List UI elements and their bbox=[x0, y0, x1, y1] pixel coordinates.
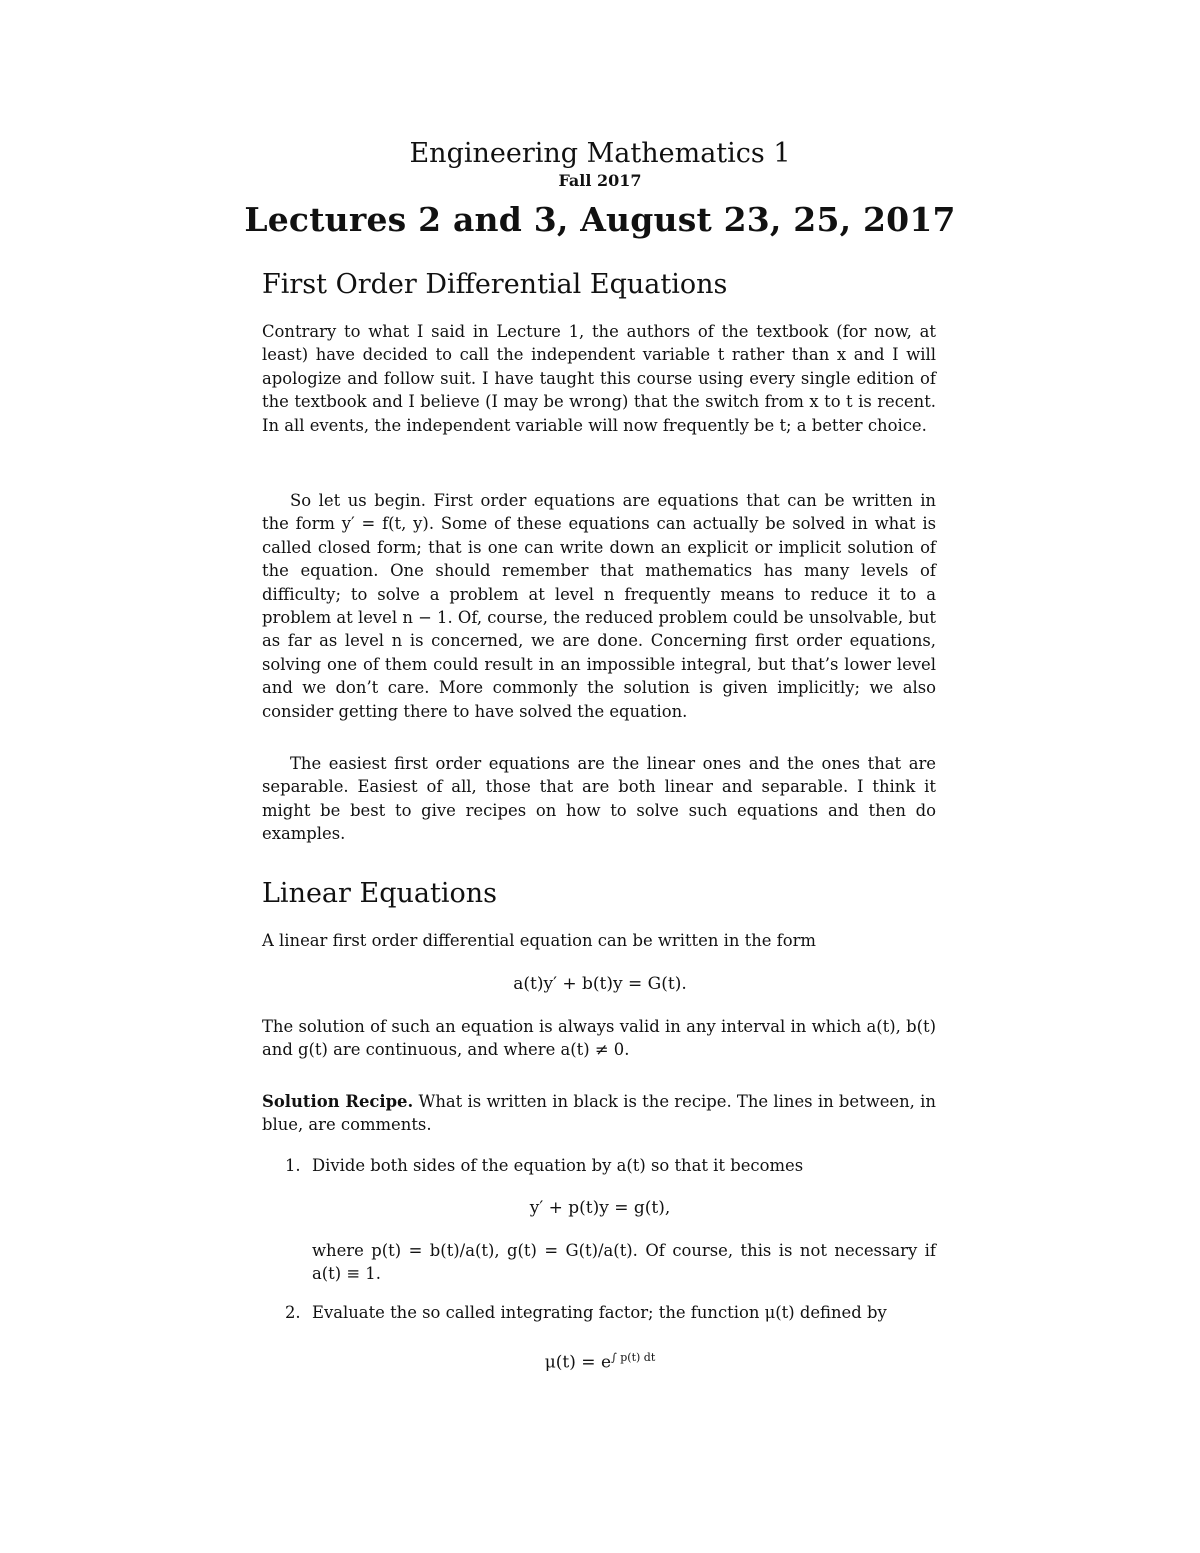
step-text: Evaluate the so called integrating factor; the function μ(t) defined by bbox=[312, 1303, 887, 1322]
paragraph-validity: The solution of such an equation is always valid in any interval in which a(t), b(t) and g(t) are continuous, and where a(t) ≠ 0. bbox=[262, 1017, 936, 1060]
list-item-step-2 bbox=[285, 1301, 936, 1324]
equation-linear-form: a(t)y′ + b(t)y = G(t). bbox=[513, 974, 687, 994]
list-number: 2. bbox=[285, 1303, 301, 1322]
list-item-step-1 bbox=[285, 1154, 936, 1177]
recipe-label: Solution Recipe. bbox=[262, 1092, 414, 1111]
paragraph-linear-intro: A linear first order differential equation can be written in the form bbox=[262, 931, 816, 950]
paragraph-intro: Contrary to what I said in Lecture 1, the authors of the textbook (for now, at least) have decided to call the independent variable t rather than x and I will apologize and follow suit. I have taught this course using every single edition of the textbook and I believe (I may be wrong) that the switch from x to t is recent. In all events, the independent variable will now frequently be t; a better choice. bbox=[262, 322, 936, 435]
recipe-text: What is written in black is the recipe. The lines in between, in blue, are comments. bbox=[262, 1092, 936, 1135]
term-label: Fall 2017 bbox=[558, 171, 642, 190]
section-heading-linear: Linear Equations bbox=[262, 878, 497, 909]
course-title: Engineering Mathematics 1 bbox=[409, 138, 791, 169]
paragraph-begin: So let us begin. First order equations are equations that can be written in the form y′ = f(t, y). Some of these equations can actually be solved in what is called closed form; that is one can write down an explicit or implicit solution of the equation. One should remember that mathematics has many levels of difficulty; to solve a problem at level n frequently means to reduce it to a problem at level n − 1. Of, course, the reduced problem could be unsolvable, but as far as level n is concerned, we are done. Concerning first order equations, solving one of them could result in an impossible integral, but that’s lower level and we don’t care. More commonly the solution is given implicitly; we also consider getting there to have solved the equation. bbox=[262, 491, 936, 721]
equation-normalized: y′ + p(t)y = g(t), bbox=[529, 1198, 671, 1218]
equation-exponent: ∫ p(t) dt bbox=[611, 1351, 656, 1364]
step-text: Divide both sides of the equation by a(t) so that it becomes bbox=[312, 1156, 804, 1175]
equation-integrating-factor bbox=[0, 1346, 1200, 1375]
equation-lhs: μ(t) = e bbox=[544, 1352, 612, 1373]
paragraph-recipe bbox=[262, 1090, 936, 1137]
step-1-followup: where p(t) = b(t)/a(t), g(t) = G(t)/a(t). Of course, this is not necessary if a(t) ≡ 1. bbox=[312, 1241, 936, 1284]
paragraph-easiest: The easiest first order equations are the linear ones and the ones that are separable. Easiest of all, those that are both linear and separable. I think it might be best to give recipes on how to solve such equations and then do examples. bbox=[262, 754, 936, 844]
list-number: 1. bbox=[285, 1156, 301, 1175]
lecture-title: Lectures 2 and 3, August 23, 25, 2017 bbox=[244, 200, 956, 239]
section-heading-first-order: First Order Differential Equations bbox=[262, 269, 728, 300]
